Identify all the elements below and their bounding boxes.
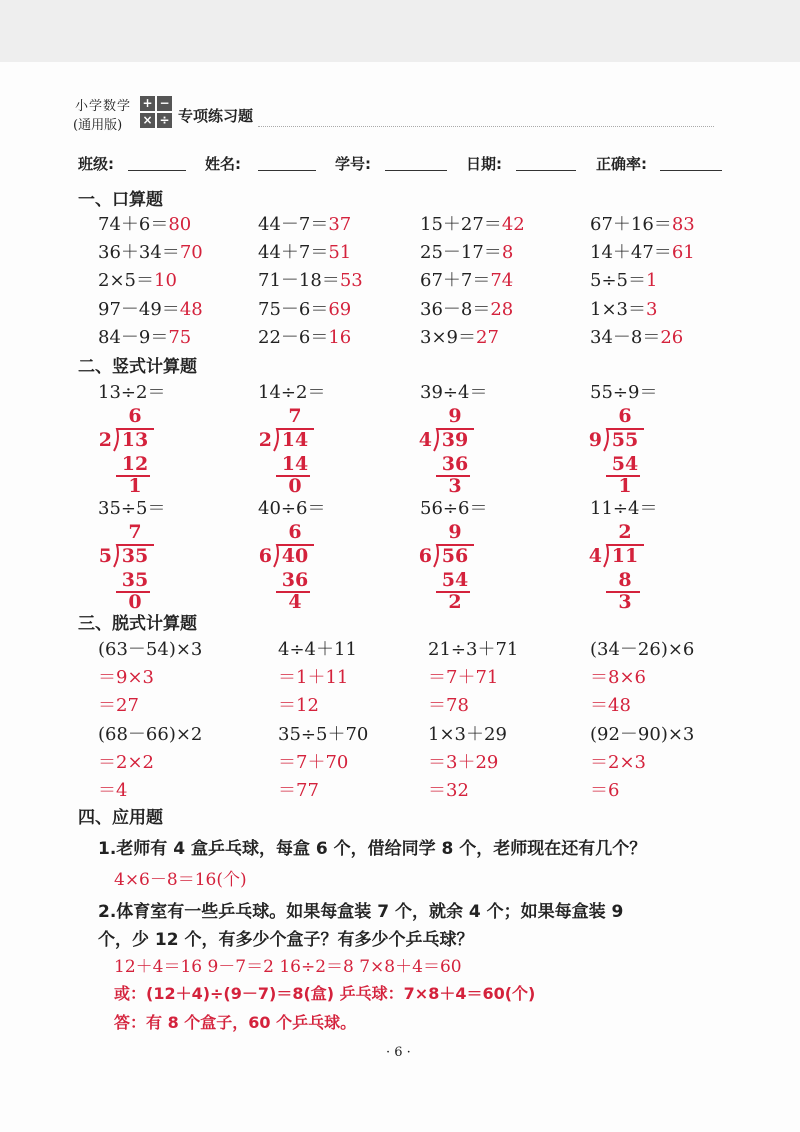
step-1: ＝3＋29 [428, 752, 499, 773]
division-dividend: 55 [611, 429, 639, 451]
oral-answer: 48 [179, 299, 203, 320]
division-dividend: 56 [441, 545, 469, 567]
accuracy-label: 正确率: [596, 155, 647, 173]
division-remainder: 3 [618, 591, 632, 613]
division-remainder: 1 [128, 475, 142, 497]
division-dividend: 14 [281, 429, 309, 451]
step-2: ＝48 [590, 695, 631, 716]
section-vertical: 二、竖式计算题 [78, 357, 197, 377]
oral-question: 74＋6＝ [98, 214, 169, 235]
section-word: 四、应用题 [78, 808, 163, 828]
oral-question: 34－8＝ [590, 327, 661, 348]
division-question: 11÷4＝ [590, 498, 658, 519]
division-quotient: 6 [288, 521, 302, 543]
word-alt-2: 或：(12＋4)÷(9－7)＝8(盒) 乒乓球：7×8＋4＝60(个) [114, 984, 536, 1003]
long-division [586, 405, 646, 497]
step-question: 4÷4＋11 [278, 639, 357, 660]
division-line [606, 591, 640, 593]
long-division [416, 521, 476, 613]
oral-item [258, 210, 351, 236]
step-question: (34－26)×6 [590, 639, 695, 660]
date-label: 日期: [466, 155, 502, 173]
top-band [0, 0, 800, 62]
division-product: 35 [121, 569, 149, 591]
division-quotient: 9 [448, 405, 462, 427]
division-remainder: 3 [448, 475, 462, 497]
division-divisor: 6 [258, 545, 272, 567]
oral-answer: 16 [328, 327, 352, 348]
step-2: ＝78 [428, 695, 469, 716]
oral-answer: 51 [328, 242, 352, 263]
division-dividend: 11 [611, 545, 639, 567]
division-product: 36 [281, 569, 309, 591]
division-divisor: 4 [588, 545, 602, 567]
division-line [116, 475, 150, 477]
step-question: (68－66)×2 [98, 724, 203, 745]
division-line [116, 591, 150, 593]
oral-question: 67＋16＝ [590, 214, 672, 235]
division-product: 12 [121, 453, 149, 475]
oral-answer: 26 [660, 327, 684, 348]
division-product: 54 [441, 569, 469, 591]
oral-answer: 53 [339, 270, 363, 291]
step-1: ＝2×2 [98, 752, 154, 773]
division-line [436, 591, 470, 593]
division-dividend: 13 [121, 429, 149, 451]
division-divisor: 6 [418, 545, 432, 567]
division-question: 39÷4＝ [420, 382, 488, 403]
step-1: ＝2×3 [590, 752, 646, 773]
division-remainder: 0 [128, 591, 142, 613]
word-problem-2-line1: 2.体育室有一些乒乓球。如果每盒装 7 个，就余 4 个；如果每盒装 9 [98, 902, 624, 922]
oral-question: 25－17＝ [420, 242, 502, 263]
oral-item [258, 266, 363, 292]
oral-question: 75－6＝ [258, 299, 329, 320]
long-division [96, 405, 156, 497]
step-question: 1×3＋29 [428, 724, 507, 745]
name-blank[interactable] [258, 170, 316, 171]
oral-item [420, 295, 513, 321]
long-division [586, 521, 646, 613]
word-problem-1: 1.老师有 4 盒乒乓球，每盒 6 个，借给同学 8 个，老师现在还有几个？ [98, 839, 647, 859]
division-line [276, 591, 310, 593]
step-question: (63－54)×3 [98, 639, 203, 660]
long-division [96, 521, 156, 613]
oral-answer: 61 [671, 242, 695, 263]
oral-answer: 75 [168, 327, 192, 348]
times-icon: × [140, 113, 155, 128]
long-division [256, 521, 316, 613]
page-number: · 6 · [386, 1045, 411, 1060]
division-bracket [112, 428, 154, 452]
step-1: ＝1＋11 [278, 667, 349, 688]
division-bracket [602, 428, 644, 452]
oral-question: 44＋7＝ [258, 242, 329, 263]
step-question: (92－90)×3 [590, 724, 695, 745]
division-divisor: 2 [258, 429, 272, 451]
division-question: 35÷5＝ [98, 498, 166, 519]
oral-answer: 1 [646, 270, 658, 291]
word-final-2: 答：有 8 个盒子，60 个乒乓球。 [114, 1013, 357, 1032]
oral-item [590, 238, 695, 264]
name-label: 姓名: [205, 155, 241, 173]
division-dividend: 39 [441, 429, 469, 451]
oral-answer: 69 [328, 299, 352, 320]
oral-answer: 74 [490, 270, 514, 291]
step-2: ＝6 [590, 780, 620, 801]
word-problem-2-line2: 个，少 12 个，有多少个盒子？有多少个乒乓球？ [98, 930, 474, 950]
oral-question: 1×3＝ [590, 299, 646, 320]
oral-item [98, 295, 203, 321]
division-dividend: 40 [281, 545, 309, 567]
division-bracket [432, 428, 474, 452]
oral-question: 14＋47＝ [590, 242, 672, 263]
word-steps-2: 12＋4＝16 9－7＝2 16÷2＝8 7×8＋4＝60 [114, 957, 462, 977]
section-stepwise: 三、脱式计算题 [78, 614, 197, 634]
step-2: ＝77 [278, 780, 319, 801]
division-divisor: 4 [418, 429, 432, 451]
long-division [416, 405, 476, 497]
oral-item [258, 238, 351, 264]
division-dividend: 35 [121, 545, 149, 567]
step-1: ＝7＋70 [278, 752, 349, 773]
id-blank[interactable] [385, 170, 447, 171]
brand-line1: 小学数学 [75, 99, 132, 114]
step-question: 21÷3＋71 [428, 639, 519, 660]
division-product: 54 [611, 453, 639, 475]
division-divisor: 5 [98, 545, 112, 567]
oral-question: 36＋34＝ [98, 242, 180, 263]
oral-item [420, 210, 525, 236]
division-line [276, 475, 310, 477]
oral-question: 97－49＝ [98, 299, 180, 320]
oral-answer: 83 [671, 214, 695, 235]
division-line [606, 475, 640, 477]
oral-question: 15＋27＝ [420, 214, 502, 235]
oral-item [420, 238, 513, 264]
id-label: 学号: [335, 155, 371, 173]
divide-icon: ÷ [157, 113, 172, 128]
oral-question: 67＋7＝ [420, 270, 491, 291]
step-1: ＝8×6 [590, 667, 646, 688]
division-question: 14÷2＝ [258, 382, 326, 403]
division-bracket [432, 544, 474, 568]
division-divisor: 2 [98, 429, 112, 451]
accuracy-blank[interactable] [660, 170, 722, 171]
oral-item [98, 323, 191, 349]
oral-answer: 37 [328, 214, 352, 235]
oral-item [258, 295, 351, 321]
oral-item [98, 266, 177, 292]
division-remainder: 1 [618, 475, 632, 497]
division-remainder: 4 [288, 591, 302, 613]
division-product: 36 [441, 453, 469, 475]
word-answer-1: 4×6－8＝16(个) [114, 870, 247, 890]
oral-question: 3×9＝ [420, 327, 476, 348]
class-blank[interactable] [128, 170, 186, 171]
division-quotient: 7 [128, 521, 142, 543]
date-blank[interactable] [516, 170, 576, 171]
division-question: 56÷6＝ [420, 498, 488, 519]
oral-answer: 3 [646, 299, 658, 320]
oral-item [420, 266, 513, 292]
oral-question: 44－7＝ [258, 214, 329, 235]
division-remainder: 0 [288, 475, 302, 497]
division-quotient: 7 [288, 405, 302, 427]
minus-icon: − [157, 96, 172, 111]
oral-answer: 80 [168, 214, 192, 235]
oral-answer: 10 [154, 270, 177, 291]
step-2: ＝32 [428, 780, 469, 801]
header-divider [258, 126, 714, 127]
oral-item [98, 238, 203, 264]
oral-item [590, 295, 657, 321]
division-bracket [602, 544, 644, 568]
division-question: 55÷9＝ [590, 382, 658, 403]
oral-question: 2×5＝ [98, 270, 154, 291]
section-oral: 一、口算题 [78, 190, 163, 210]
oral-item [98, 210, 191, 236]
division-quotient: 6 [128, 405, 142, 427]
oral-question: 22－6＝ [258, 327, 329, 348]
division-product: 8 [618, 569, 632, 591]
oral-question: 84－9＝ [98, 327, 169, 348]
oral-answer: 27 [476, 327, 499, 348]
step-1: ＝7＋71 [428, 667, 499, 688]
brand-line2: (通用版) [73, 118, 123, 133]
plus-icon: + [140, 96, 155, 111]
step-1: ＝9×3 [98, 667, 154, 688]
division-question: 40÷6＝ [258, 498, 326, 519]
step-2: ＝4 [98, 780, 128, 801]
step-2: ＝27 [98, 695, 139, 716]
oral-question: 5÷5＝ [590, 270, 646, 291]
step-question: 35÷5＋70 [278, 724, 369, 745]
division-line [436, 475, 470, 477]
step-2: ＝12 [278, 695, 319, 716]
oral-answer: 70 [179, 242, 203, 263]
division-quotient: 9 [448, 521, 462, 543]
division-quotient: 6 [618, 405, 632, 427]
oral-item [590, 323, 683, 349]
oral-item [590, 266, 657, 292]
division-bracket [272, 544, 314, 568]
division-question: 13÷2＝ [98, 382, 166, 403]
oral-item [258, 323, 351, 349]
operations-logo-icon [140, 96, 174, 130]
oral-answer: 28 [490, 299, 514, 320]
division-bracket [112, 544, 154, 568]
class-label: 班级: [78, 155, 114, 173]
oral-item [590, 210, 695, 236]
division-product: 14 [281, 453, 309, 475]
division-divisor: 9 [588, 429, 602, 451]
page-title: 专项练习题 [178, 107, 254, 125]
oral-question: 71－18＝ [258, 270, 340, 291]
oral-question: 36－8＝ [420, 299, 491, 320]
oral-answer: 42 [501, 214, 525, 235]
division-quotient: 2 [618, 521, 632, 543]
long-division [256, 405, 316, 497]
division-remainder: 2 [448, 591, 462, 613]
division-bracket [272, 428, 314, 452]
oral-item [420, 323, 499, 349]
oral-answer: 8 [501, 242, 514, 263]
